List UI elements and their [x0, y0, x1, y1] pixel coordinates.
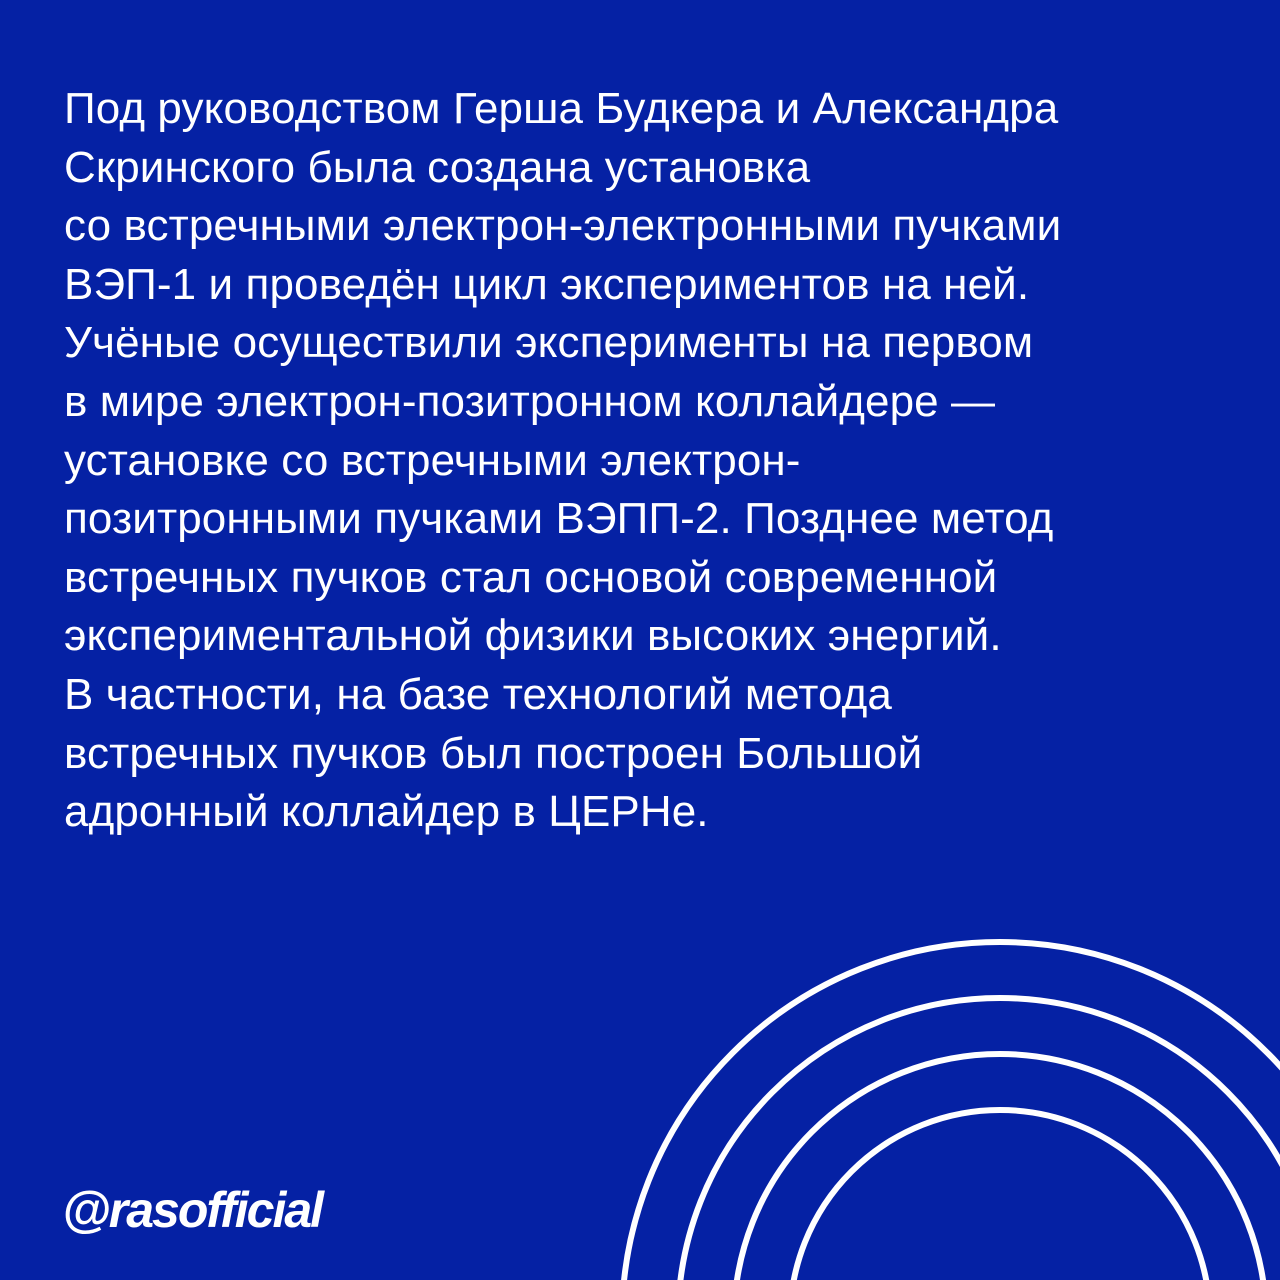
body-line: со встречными электрон-электронными пучками — [64, 201, 1062, 251]
body-line: В частности, на базе технологий метода — [64, 669, 893, 719]
arc-ring — [678, 998, 1280, 1280]
body-line: Скринского была создана установка — [64, 142, 811, 192]
arc-ring — [622, 942, 1280, 1280]
body-line: Учёные осуществили эксперименты на первом — [64, 318, 1034, 368]
body-line: встречных пучков был построен Большой — [64, 728, 923, 778]
body-line: адронный коллайдер в ЦЕРНе. — [64, 787, 709, 837]
arc-ring — [790, 1110, 1210, 1280]
body-line: Под руководством Герша Будкера и Александра — [64, 84, 1059, 133]
body-line: в мире электрон-позитронном коллайдере — — [64, 376, 996, 426]
body-line: позитронными пучками ВЭПП-2. Позднее метод — [64, 494, 1054, 544]
social-handle: @rasofficial — [62, 1182, 323, 1238]
body-line: ВЭП-1 и проведён цикл экспериментов на ней. — [64, 259, 1030, 309]
body-line: экспериментальной физики высоких энергий. — [64, 611, 1002, 661]
body-paragraph — [64, 80, 1254, 842]
body-line: установке со встречными электрон- — [64, 435, 801, 485]
arc-ring — [734, 1054, 1266, 1280]
body-line: встречных пучков стал основой современной — [64, 552, 998, 602]
